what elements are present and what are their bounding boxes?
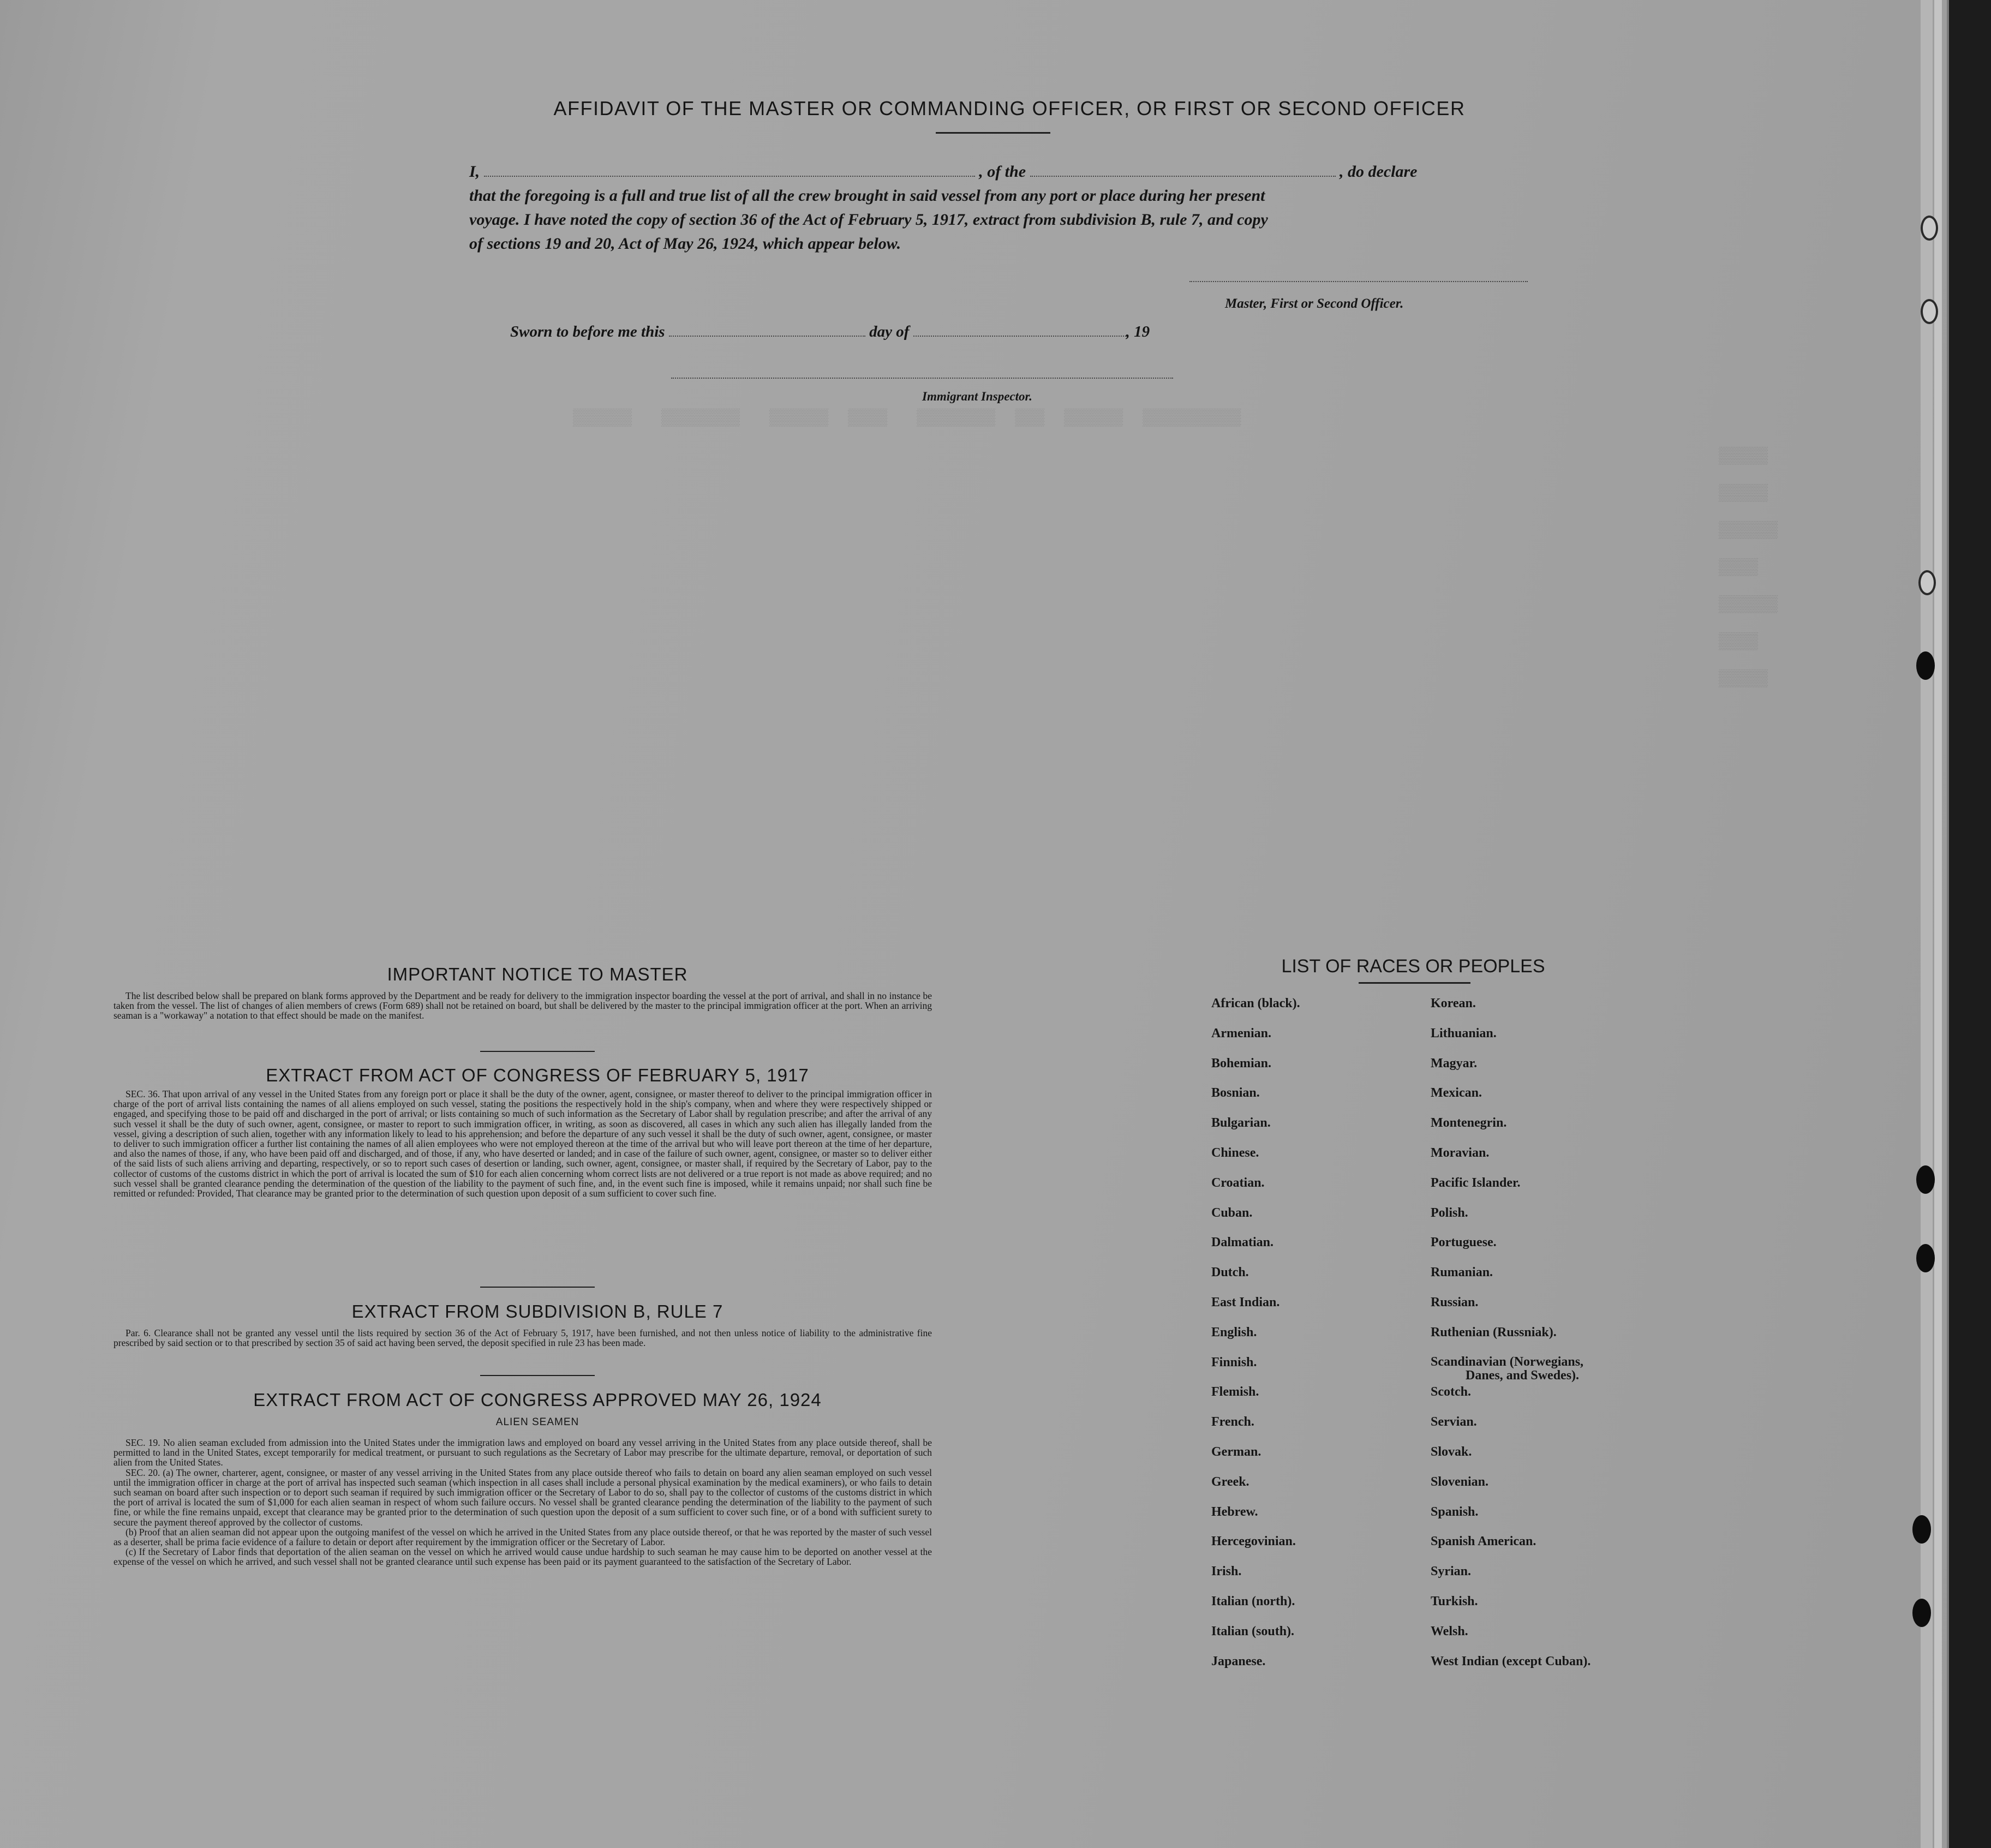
divider bbox=[480, 1287, 595, 1288]
of-the-label: , of the bbox=[979, 163, 1026, 181]
declaration-line-3: of sections 19 and 20, Act of May 26, 1924, which appear below. bbox=[469, 235, 901, 253]
extract-1924-text bbox=[113, 1438, 932, 1567]
extract-1917-title: EXTRACT FROM ACT OF CONGRESS OF FEBRUARY 5, 1917 bbox=[266, 1065, 809, 1085]
race-item: Korean. bbox=[1431, 996, 1476, 1010]
race-item: Turkish. bbox=[1431, 1594, 1478, 1608]
race-item: German. bbox=[1211, 1444, 1261, 1459]
races-right-column bbox=[1431, 996, 1591, 1684]
signature-blank[interactable] bbox=[1189, 281, 1528, 282]
race-item: Italian (south). bbox=[1211, 1624, 1295, 1638]
race-item: Syrian. bbox=[1431, 1564, 1472, 1579]
race-item: Servian. bbox=[1431, 1415, 1477, 1430]
day-blank[interactable] bbox=[669, 336, 865, 337]
declarant-line bbox=[469, 163, 1533, 181]
binder-hole bbox=[1912, 1599, 1931, 1627]
race-item: Italian (north). bbox=[1211, 1594, 1295, 1608]
sec-20c: (c) If the Secretary of Labor finds that deportation of the alien seaman on the vessel on which he arrived would cause undue hardship to such seaman he may cause him to be deported on another vessel at the expense of the vessel on which he arrived, and such vessel shall not be granted clearance until such expense has been paid or its payment guaranteed to the satisfaction of the Secretary of Labor. bbox=[113, 1546, 932, 1568]
inspector-label: Immigrant Inspector. bbox=[922, 390, 1032, 403]
race-item: Lithuanian. bbox=[1431, 1026, 1497, 1040]
race-item: Cuban. bbox=[1211, 1205, 1253, 1220]
race-item: Montenegrin. bbox=[1431, 1116, 1507, 1131]
bleed-through: ▒▒▒▒▒ ▒▒▒▒▒ ▒▒▒▒▒▒ ▒▒▒▒ ▒▒▒▒▒▒ ▒▒▒▒ ▒▒▒▒▒ bbox=[1719, 447, 1778, 689]
races-left-column bbox=[1211, 996, 1300, 1684]
race-item: French. bbox=[1211, 1415, 1254, 1430]
binder-hole bbox=[1921, 216, 1938, 241]
sworn-label: Sworn to before me this bbox=[510, 323, 665, 340]
do-declare-label: , do declare bbox=[1340, 163, 1418, 181]
race-item: Magyar. bbox=[1431, 1056, 1478, 1070]
race-item: Japanese. bbox=[1211, 1654, 1266, 1668]
inspector-blank[interactable] bbox=[671, 378, 1173, 379]
race-item: Russian. bbox=[1431, 1295, 1479, 1309]
race-item: Bulgarian. bbox=[1211, 1116, 1271, 1131]
divider bbox=[480, 1051, 595, 1052]
binder-hole bbox=[1918, 570, 1936, 595]
sec-20: SEC. 20. (a) The owner, charterer, agent, consignee, or master of any vessel arriving in the United States from any place outside thereof who fails to detain on board any alien seaman employed on such vessel until the immigration officer in charge at the port of arrival has inspected such seaman (which inspection in all cases shall include a personal physical examination by the medical examiners), or who fails to detain such seaman on board after such inspection or to deport such seaman if required by such immigration officer or the Secretary of Labor to do so, shall pay to the collector of customs of the customs district in which the port of arrival is located the sum of $1,000 for each alien seaman in respect of whom such failure occurs. No vessel shall be granted clearance pending the determination of the liability to the payment of such fine, or while the fine remains unpaid, except that clearance may be granted prior to the determination of such question upon the deposit of a sum sufficient to cover such fine, or of a bond with sufficient surety to secure the payment thereof approved by the collector of customs. bbox=[113, 1467, 932, 1528]
binder-hole bbox=[1921, 299, 1938, 324]
extract-1924-subtitle: ALIEN SEAMEN bbox=[495, 1416, 579, 1428]
race-item-line: Scandinavian (Norwegians, bbox=[1431, 1354, 1584, 1369]
extract-rule7-text: Par. 6. Clearance shall not be granted any vessel until the lists required by section 36 of the Act of February 5, 1917, have been furnished, and not then unless notice of liability to the administrative fine prescribed by said section or to that prescribed by section 35 of said act having been served, the deposit specified in rule 23 has been made. bbox=[113, 1327, 932, 1349]
declaration-line-1: that the foregoing is a full and true list of all the crew brought in said vessel from any port or place during her present bbox=[469, 187, 1265, 205]
binder-hole bbox=[1916, 651, 1935, 680]
sec-20b: (b) Proof that an alien seaman did not appear upon the outgoing manifest of the vessel on which he arrived in the United States from any place outside thereof, or that he was reported by the master of such vessel as a deserter, shall be prima facie evidence of a failure to detain or deport after requirement by the immigration officer or the Secretary of Labor. bbox=[113, 1526, 932, 1548]
race-item: East Indian. bbox=[1211, 1295, 1280, 1309]
sworn-line bbox=[510, 323, 1150, 341]
race-item: Welsh. bbox=[1431, 1624, 1468, 1638]
race-item: Ruthenian (Russniak). bbox=[1431, 1325, 1557, 1339]
signature-label: Master, First or Second Officer. bbox=[1225, 296, 1404, 311]
race-item: Croatian. bbox=[1211, 1175, 1265, 1190]
i-label: I, bbox=[469, 163, 480, 181]
race-item-line: Danes, and Swedes). bbox=[1466, 1368, 1580, 1383]
race-item: English. bbox=[1211, 1325, 1257, 1339]
day-of-label: day of bbox=[869, 323, 910, 340]
race-item: Chinese. bbox=[1211, 1145, 1259, 1160]
bleed-through: ▒▒▒▒▒▒ ▒▒▒▒▒▒▒▒ ▒▒▒▒▒▒ ▒▒▒▒ ▒▒▒▒▒▒▒▒ ▒▒▒ ▒▒▒▒▒▒ ▒▒▒▒▒▒▒▒▒▒ bbox=[573, 409, 1241, 428]
notice-title: IMPORTANT NOTICE TO MASTER bbox=[387, 964, 688, 984]
race-item: Dutch. bbox=[1211, 1265, 1249, 1280]
sec-19: SEC. 19. No alien seaman excluded from admission into the United States under the immigration laws and employed on board any vessel arriving in the United States from any place outside thereof, shall be permitted to land in the United States, except temporarily for medical treatment, or pursuant to such regulations as the Secretary of Labor may prescribe for the ultimate departure, removal, or deportation of such alien from the United States. bbox=[113, 1437, 932, 1468]
race-item: Armenian. bbox=[1211, 1026, 1271, 1040]
race-item: Hebrew. bbox=[1211, 1504, 1258, 1519]
extract-1924-title: EXTRACT FROM ACT OF CONGRESS APPROVED MAY 26, 1924 bbox=[253, 1390, 822, 1410]
race-item: Scotch. bbox=[1431, 1385, 1471, 1400]
race-item: Spanish. bbox=[1431, 1504, 1479, 1519]
binder-hole bbox=[1912, 1515, 1931, 1544]
race-item: Flemish. bbox=[1211, 1385, 1259, 1400]
affidavit-title: AFFIDAVIT OF THE MASTER OR COMMANDING OFFICER, OR FIRST OR SECOND OFFICER bbox=[553, 97, 1466, 119]
race-item: Bosnian. bbox=[1211, 1086, 1260, 1101]
race-item: Slovak. bbox=[1431, 1444, 1472, 1459]
binder-hole bbox=[1916, 1244, 1935, 1272]
extract-rule7-title: EXTRACT FROM SUBDIVISION B, RULE 7 bbox=[351, 1301, 724, 1321]
race-item: West Indian (except Cuban). bbox=[1431, 1654, 1591, 1668]
declaration-line-2: voyage. I have noted the copy of section 36 of the Act of February 5, 1917, extract from subdivision B, rule 7, and copy bbox=[469, 211, 1268, 229]
name-blank[interactable] bbox=[484, 176, 975, 177]
race-item: African (black). bbox=[1211, 996, 1300, 1010]
title-underline bbox=[936, 132, 1050, 134]
races-title: LIST OF RACES OR PEOPLES bbox=[1281, 956, 1545, 977]
notice-text: The list described below shall be prepared on blank forms approved by the Department and be ready for delivery to the immigration inspector boarding the vessel at the port of arrival, and shall in no instance be taken from the vessel. The list of changes of alien members of crews (Form 689) shall not be retained on board, but shall be delivered by the master to the principal immigration officer at the port. When an arriving seaman is a "workaway" a notation to that effect should be made on the manifest. bbox=[113, 990, 932, 1021]
race-item: Bohemian. bbox=[1211, 1056, 1272, 1070]
race-item: Rumanian. bbox=[1431, 1265, 1493, 1280]
extract-1917-text: SEC. 36. That upon arrival of any vessel in the United States from any foreign port or place it shall be the duty of the owner, agent, consignee, or master thereof to deliver to the principal immigration officer in charge of the port of arrival lists containing the names of all aliens employed on such vessel, stating the positions the respectively hold in the ship's company, when and where they were respectively shipped or engaged, and specifying those to be paid off and discharged in the port of arrival; or lists containing so much of such information as the Secretary of Labor shall by regulation prescribe; and after the arrival of any such vessel it shall be the duty of such owner, agent, consignee, or master to report to such immigration officer, in writing, as soon as discovered, all cases in which any such alien has illegally landed from the vessel, giving a description of such alien, together with any information likely to lead to his apprehension; and before the departure of any such vessel it shall be the duty of such owner, agent, consignee, or master to deliver to such immigration officer a further list containing the names of all alien employees who were not employed thereon at the time of the arrival but who will leave port thereon at the time of her departure, and also the names of those, if any, who have been paid off and discharged, and of those, if any, who have deserted or landed; and in case of the failure of such owner, agent, consignee, or master so to deliver either of the said lists of such aliens arriving and departing, respectively, or so to report such cases of desertion or landing, such owner, agent, consignee, or master shall, if required by the Secretary of Labor, pay to the collector of customs of the customs district in which the port of arrival is located the sum of $10 for each alien concerning whom correct lists are not delivered or a true report is not made as above required; and no such vessel shall be granted clearance pending the determination of the question of the liability to the payment of such fine, and, in the event such fine is imposed, while it remains unpaid; nor shall such fine be remitted or refunded: Provided, That clearance may be granted prior to the determination of such question upon deposit of a sum sufficient to cover such fine. bbox=[113, 1089, 932, 1199]
race-item: Dalmatian. bbox=[1211, 1235, 1273, 1250]
races-underline bbox=[1359, 982, 1470, 984]
binder-hole bbox=[1916, 1165, 1935, 1194]
race-item: Polish. bbox=[1431, 1205, 1468, 1220]
vessel-blank[interactable] bbox=[1030, 176, 1336, 177]
race-item: Hercegovinian. bbox=[1211, 1534, 1296, 1549]
race-item: Portuguese. bbox=[1431, 1235, 1497, 1250]
race-item bbox=[1431, 1355, 1591, 1385]
race-item: Pacific Islander. bbox=[1431, 1175, 1521, 1190]
race-item: Finnish. bbox=[1211, 1355, 1257, 1369]
race-item: Mexican. bbox=[1431, 1086, 1482, 1101]
race-item: Spanish American. bbox=[1431, 1534, 1536, 1549]
page-edge bbox=[1921, 0, 1933, 1848]
page-edge bbox=[1934, 0, 1942, 1848]
race-item: Greek. bbox=[1211, 1474, 1249, 1489]
race-item: Irish. bbox=[1211, 1564, 1242, 1579]
year-label: , 19 bbox=[1126, 323, 1150, 340]
month-blank[interactable] bbox=[913, 336, 1126, 337]
race-item: Moravian. bbox=[1431, 1145, 1490, 1160]
divider bbox=[480, 1375, 595, 1376]
race-item: Slovenian. bbox=[1431, 1474, 1489, 1489]
